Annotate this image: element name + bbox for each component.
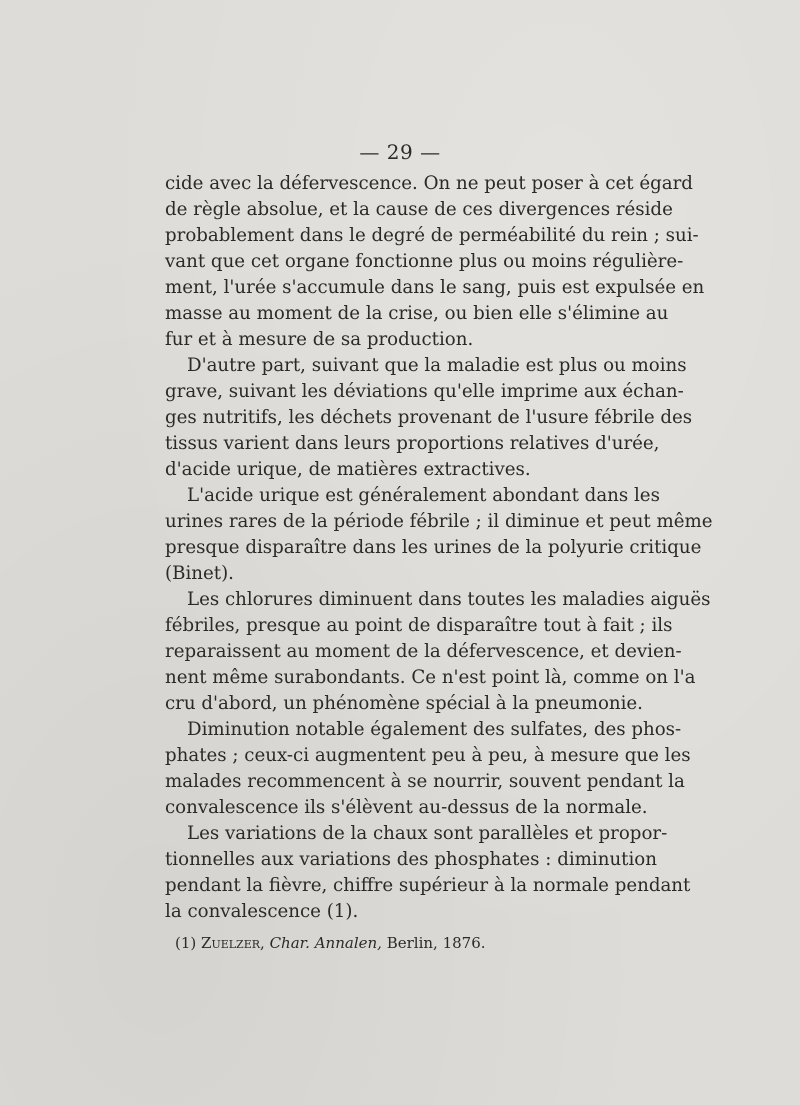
footnote: [175, 934, 486, 952]
text-line: Diminution notable également des sulfates, des phos-: [187, 719, 682, 740]
text-line: D'autre part, suivant que la maladie est plus ou moins: [187, 355, 687, 376]
text-line: ment, l'urée s'accumule dans le sang, puis est expulsée en: [165, 277, 705, 298]
text-line: probablement dans le degré de perméabilité du rein ; sui-: [165, 225, 699, 246]
text-line: reparaissent au moment de la défervescence, et devien-: [165, 641, 682, 662]
text-line: cide avec la défervescence. On ne peut poser à cet égard: [165, 173, 693, 194]
text-line: vant que cet organe fonctionne plus ou moins régulière-: [165, 251, 684, 272]
text-line: grave, suivant les déviations qu'elle imprime aux échan-: [165, 381, 684, 402]
page-number: — 29 —: [359, 140, 441, 164]
text-line: (Binet).: [165, 563, 234, 584]
text-line: phates ; ceux-ci augmentent peu à peu, à mesure que les: [165, 745, 691, 766]
text-line: convalescence ils s'élèvent au-dessus de la normale.: [165, 797, 648, 818]
footnote-publication: Berlin, 1876.: [386, 934, 486, 952]
text-line: fébriles, presque au point de disparaître tout à fait ; ils: [165, 615, 673, 636]
footnote-author: Zuelzer,: [201, 934, 265, 952]
text-line: ges nutritifs, les déchets provenant de l'usure fébrile des: [165, 407, 693, 428]
text-line: fur et à mesure de sa production.: [165, 329, 474, 350]
footnote-marker: (1): [175, 934, 197, 952]
footnote-title: Char. Annalen,: [269, 934, 382, 952]
text-line: de règle absolue, et la cause de ces divergences réside: [165, 199, 673, 220]
text-line: Les chlorures diminuent dans toutes les maladies aiguës: [187, 589, 711, 610]
text-line: pendant la fièvre, chiffre supérieur à la normale pendant: [165, 875, 691, 896]
text-line: urines rares de la période fébrile ; il diminue et peut même: [165, 511, 713, 532]
text-line: malades recommencent à se nourrir, souvent pendant la: [165, 771, 685, 792]
text-line: tionnelles aux variations des phosphates : diminution: [165, 849, 657, 870]
text-line: la convalescence (1).: [165, 901, 359, 922]
text-line: masse au moment de la crise, ou bien elle s'élimine au: [165, 303, 669, 324]
text-line: nent même surabondants. Ce n'est point là, comme on l'a: [165, 667, 696, 688]
body-text: [165, 171, 713, 925]
text-line: cru d'abord, un phénomène spécial à la pneumonie.: [165, 693, 643, 714]
text-line: tissus varient dans leurs proportions relatives d'urée,: [165, 433, 660, 454]
text-line: d'acide urique, de matières extractives.: [165, 459, 531, 480]
text-line: L'acide urique est généralement abondant dans les: [187, 485, 660, 506]
text-line: presque disparaître dans les urines de la polyurie critique: [165, 537, 702, 558]
text-line: Les variations de la chaux sont parallèles et propor-: [187, 823, 668, 844]
